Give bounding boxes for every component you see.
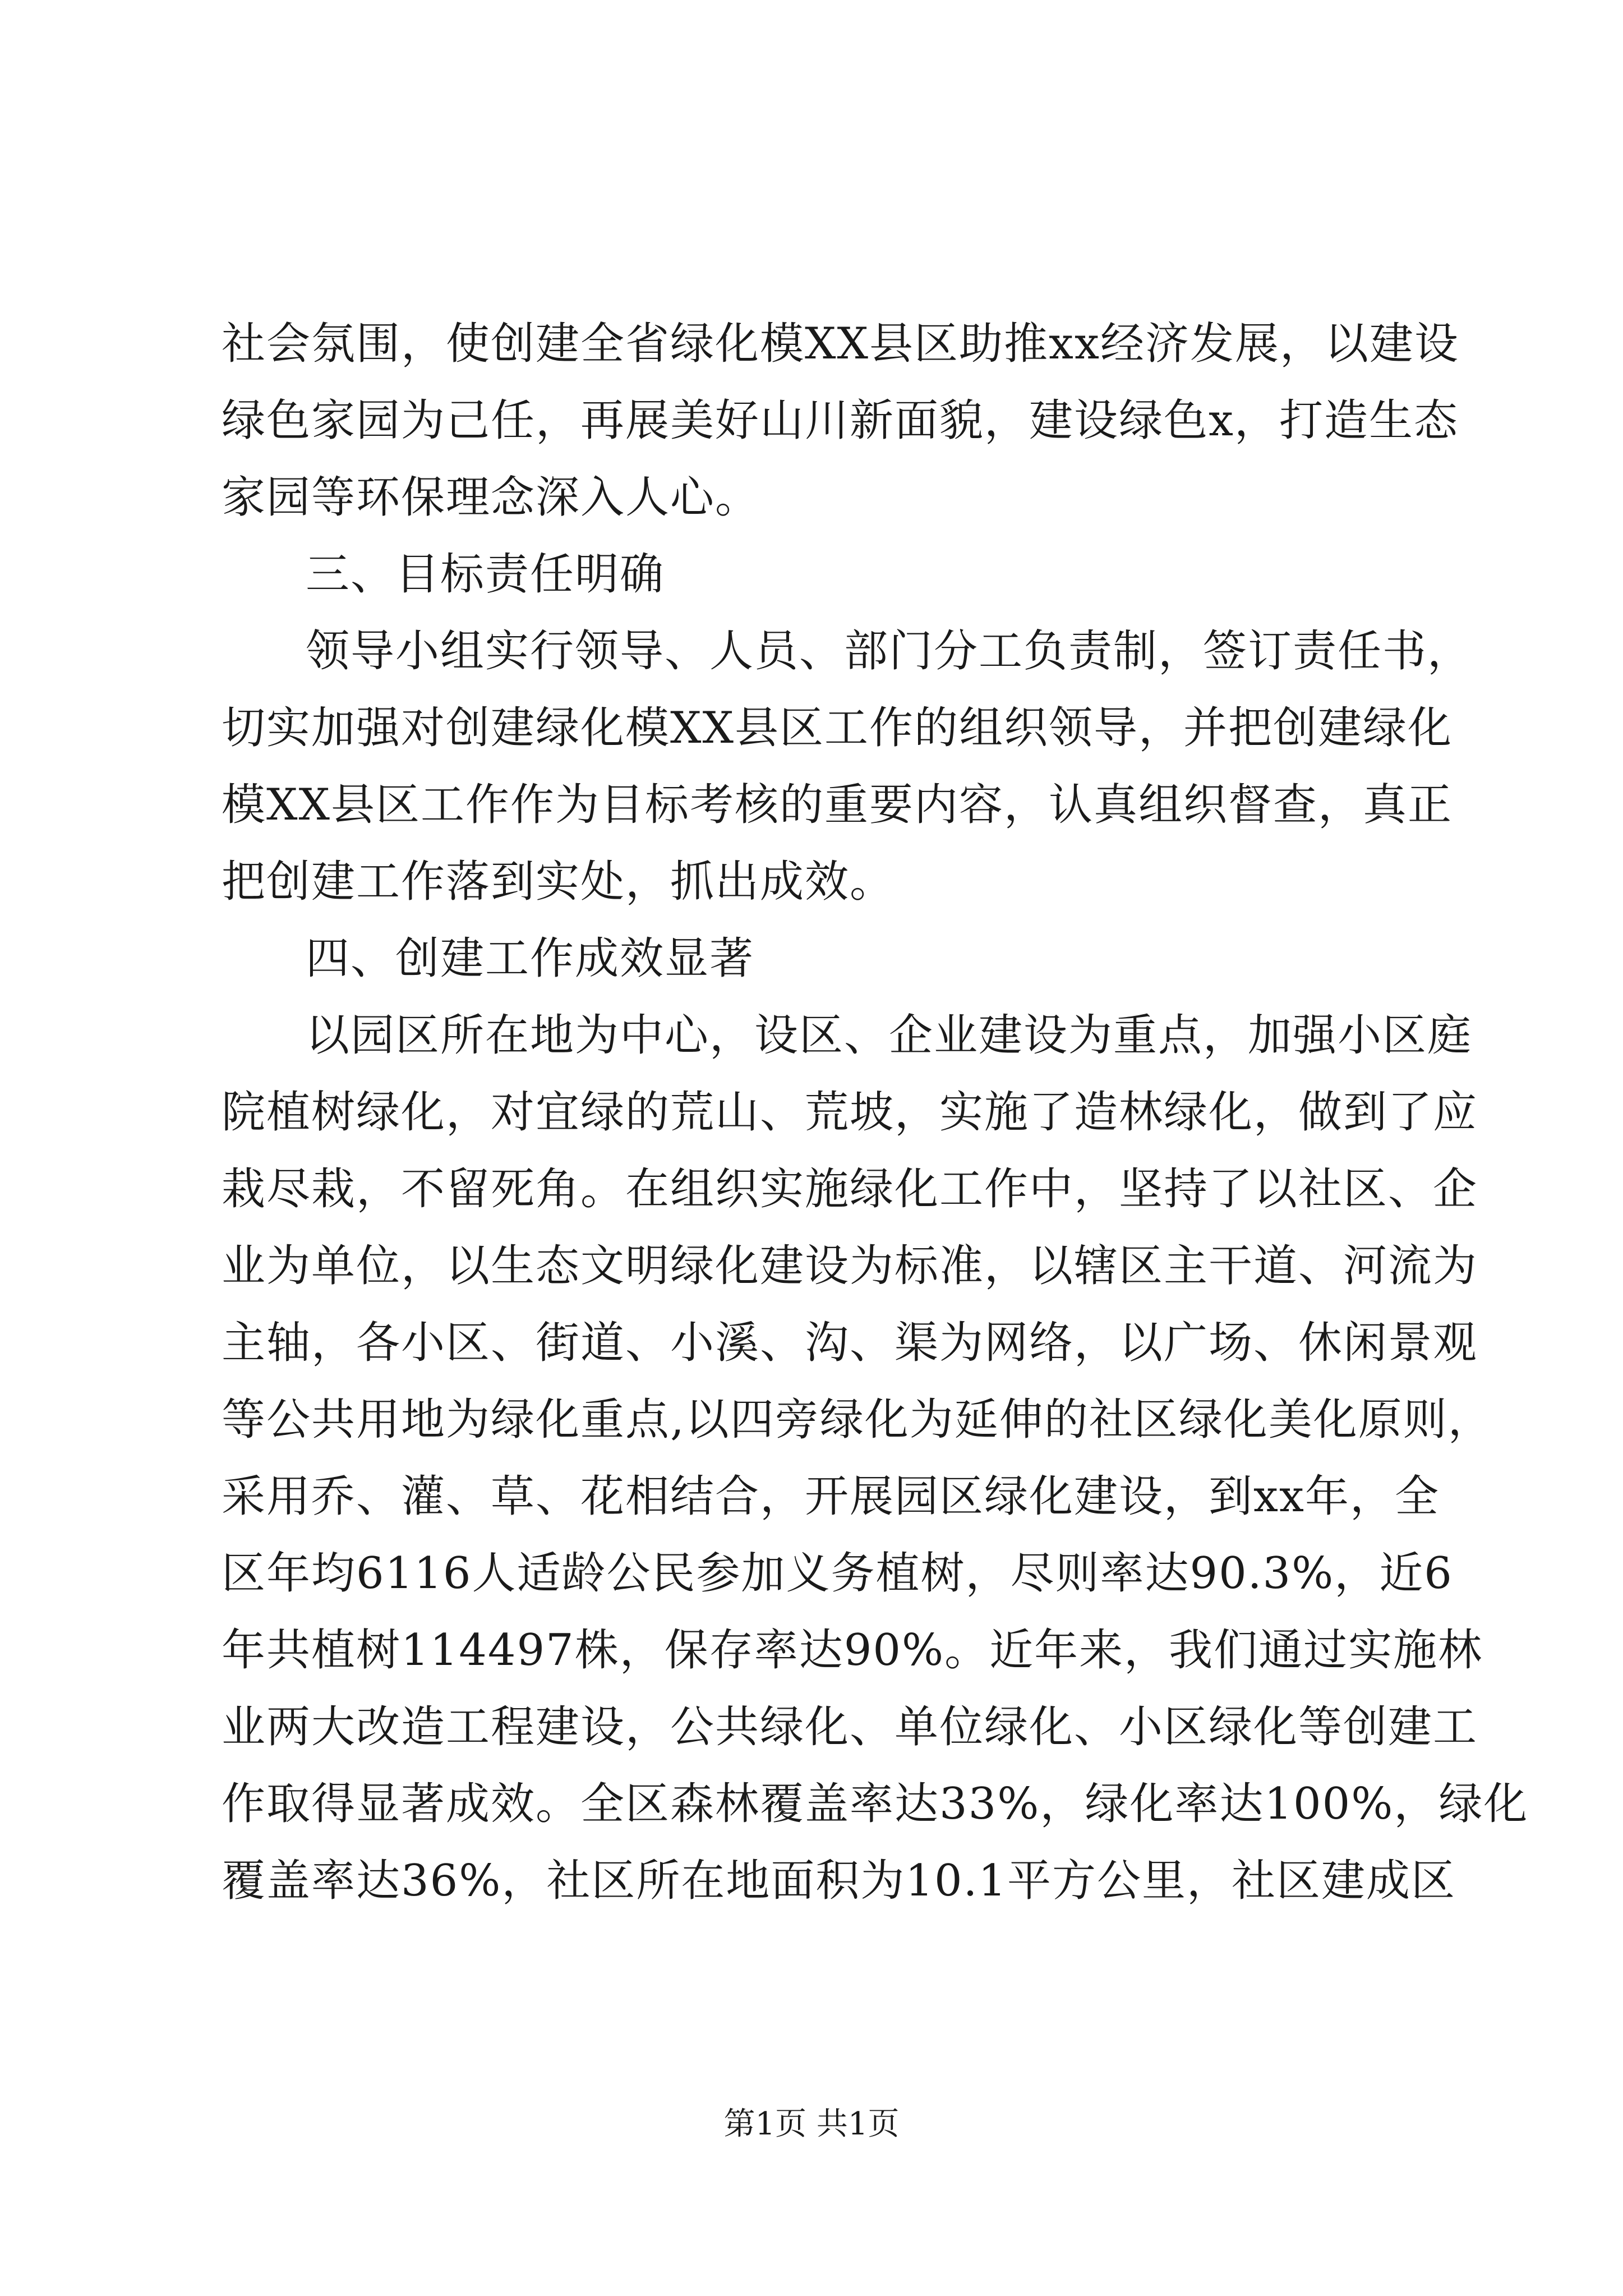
paragraph-start: 以园区所在地为中心，设区、企业建设为重点，加强小区庭 (306, 1010, 1473, 1061)
paragraph-start: 领导小组实行领导、人员、部门分工负责制，签订责任书， (306, 626, 1473, 677)
text-line: 绿色家园为己任，再展美好山川新面貌，建设绿色x，打造生态 (222, 395, 1459, 446)
text-line: 等公共用地为绿化重点,以四旁绿化为延伸的社区绿化美化原则， (222, 1395, 1493, 1445)
text-line: 区年均6116人适龄公民参加义务植树，尽则率达90.3%，近6 (222, 1548, 1453, 1599)
text-line: 业两大改造工程建设，公共绿化、单位绿化、小区绿化等创建工 (222, 1702, 1478, 1752)
text-line: 把创建工作落到实处，抓出成效。 (222, 857, 895, 907)
text-line: 年共植树114497株，保存率达90%。近年来，我们通过实施林 (222, 1625, 1483, 1676)
text-line: 家园等环保理念深入人心。 (222, 472, 760, 523)
text-line: 模XX县区工作作为目标考核的重要内容，认真组织督查，真正 (222, 780, 1453, 830)
text-line: 覆盖率达36%，社区所在地面积为10.1平方公里，社区建成区 (222, 1856, 1456, 1906)
text-line: 作取得显著成效。全区森林覆盖率达33%，绿化率达100%，绿化 (222, 1779, 1529, 1829)
page-footer (0, 2105, 1623, 2144)
text-line: 栽尽栽，不留死角。在组织实施绿化工作中，坚持了以社区、企 (222, 1164, 1478, 1214)
text-line: 主轴，各小区、街道、小溪、沟、渠为网络，以广场、休闲景观 (222, 1318, 1478, 1368)
body-text (222, 306, 1529, 1920)
section-heading: 四、创建工作成效显著 (306, 933, 755, 984)
page-number: 第1页 共1页 (723, 2106, 900, 2142)
text-line: 业为单位，以生态文明绿化建设为标准，以辖区主干道、河流为 (222, 1241, 1478, 1291)
text-line: 采用乔、灌、草、花相结合，开展园区绿化建设，到xx年，全 (222, 1471, 1440, 1522)
text-line: 社会氛围，使创建全省绿化模XX县区助推xx经济发展，以建设 (222, 319, 1460, 369)
text-line: 院植树绿化，对宜绿的荒山、荒坡，实施了造林绿化，做到了应 (222, 1087, 1478, 1138)
section-heading: 三、目标责任明确 (306, 549, 665, 600)
text-line: 切实加强对创建绿化模XX县区工作的组织领导，并把创建绿化 (222, 703, 1453, 753)
